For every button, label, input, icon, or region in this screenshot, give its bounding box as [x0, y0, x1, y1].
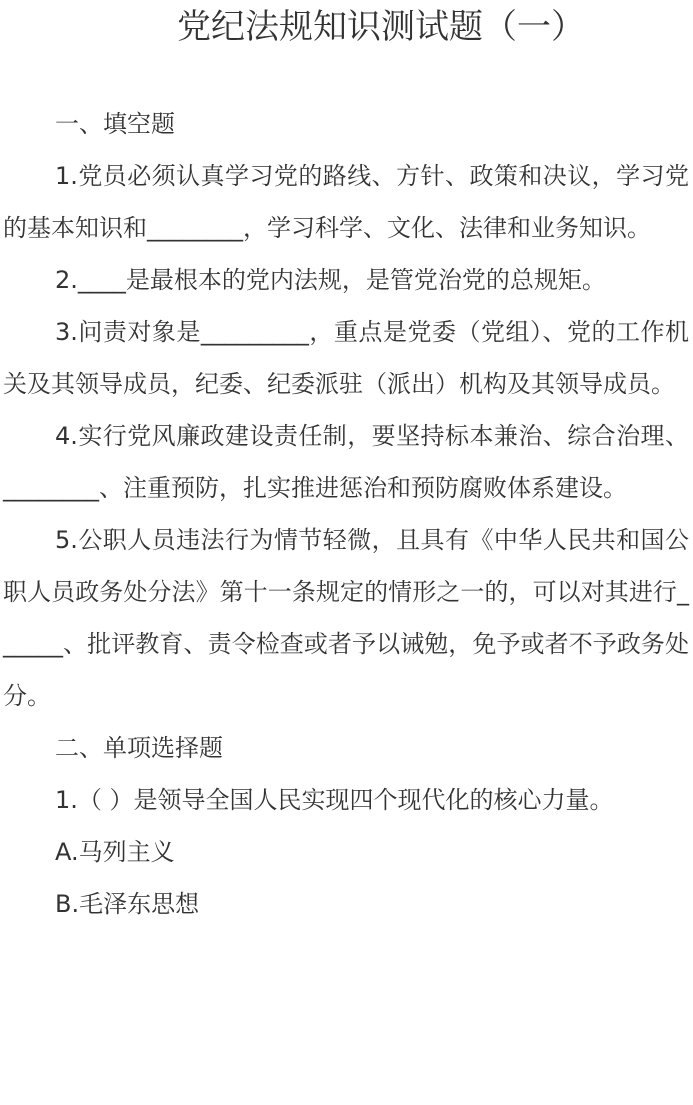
fill-blank-question-3: 3.问责对象是_________，重点是党委（党组）、党的工作机关及其领导成员，纪委、纪委派驻（派出）机构及其领导成员。 [3, 318, 689, 398]
fill-blank-question-2: 2.____是最根本的党内法规，是管党治党的总规矩。 [55, 266, 606, 294]
single-choice-question-1: 1.（ ）是领导全国人民实现四个现代化的核心力量。 [55, 786, 614, 814]
document-title: 党纪法规知识测试题（一） [177, 7, 585, 47]
choice-option-a: A.马列主义 [55, 838, 175, 866]
document-body [3, 98, 689, 930]
fill-blank-question-1: 1.党员必须认真学习党的路线、方针、政策和决议，学习党的基本知识和________，学习科学、文化、法律和业务知识。 [3, 162, 689, 242]
fill-blank-question-5: 5.公职人员违法行为情节轻微，且具有《中华人民共和国公职人员政务处分法》第十一条规定的情形之一的，可以对其进行______、批评教育、责令检查或者予以诫勉，免予或者不予政务处分。 [3, 526, 689, 710]
section-heading-fill-blank: 一、填空题 [55, 110, 175, 138]
section-heading-single-choice: 二、单项选择题 [55, 734, 223, 762]
fill-blank-question-4: 4.实行党风廉政建设责任制，要坚持标本兼治、综合治理、________、注重预防，扎实推进惩治和预防腐败体系建设。 [3, 422, 689, 502]
document-page [0, 8, 693, 930]
choice-option-b: B.毛泽东思想 [55, 890, 200, 918]
